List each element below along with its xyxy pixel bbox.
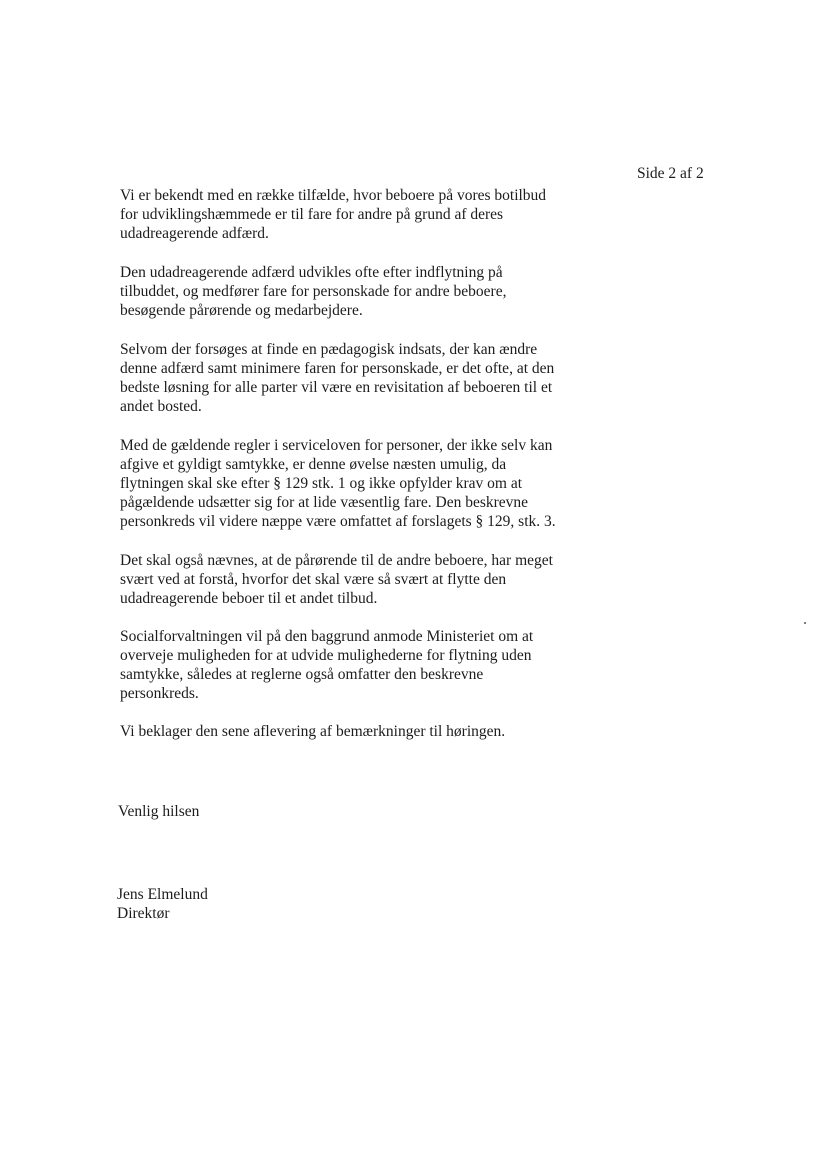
scan-speck bbox=[804, 622, 806, 624]
text-line: Vi beklager den sene aflevering af bemærkninger til høringen. bbox=[120, 723, 506, 740]
page-number: Side 2 af 2 bbox=[637, 165, 704, 182]
text-line: besøgende pårørende og medarbejdere. bbox=[120, 302, 363, 319]
text-line: Socialforvaltningen vil på den baggrund anmode Ministeriet om at bbox=[120, 628, 534, 645]
text-line: samtykke, således at reglerne også omfatter den beskrevne bbox=[120, 666, 484, 683]
text-line: afgive et gyldigt samtykke, er denne øvelse næsten umulig, da bbox=[120, 456, 507, 473]
text-line: andet bosted. bbox=[120, 398, 202, 415]
signer-title: Direktør bbox=[117, 905, 170, 922]
closing-greeting: Venlig hilsen bbox=[118, 803, 200, 820]
signer-name: Jens Elmelund bbox=[117, 886, 208, 903]
text-line: denne adfærd samt minimere faren for personskade, er det ofte, at den bbox=[120, 360, 555, 377]
text-line: Det skal også nævnes, at de pårørende til de andre beboere, har meget bbox=[120, 552, 553, 569]
text-line: Med de gældende regler i serviceloven for personer, der ikke selv kan bbox=[120, 437, 553, 454]
text-line: personkreds. bbox=[120, 685, 199, 702]
text-line: bedste løsning for alle parter vil være en revisitation af beboeren til et bbox=[120, 379, 553, 396]
text-line: Den udadreagerende adfærd udvikles ofte efter indflytning på bbox=[120, 264, 503, 281]
text-line: overveje muligheden for at udvide mulighederne for flytning uden bbox=[120, 647, 532, 664]
text-line: Selvom der forsøges at finde en pædagogisk indsats, der kan ændre bbox=[120, 341, 538, 358]
text-line: udadreagerende adfærd. bbox=[120, 225, 269, 242]
text-line: personkreds vil videre næppe være omfattet af forslagets § 129, stk. 3. bbox=[120, 513, 556, 530]
text-line: tilbuddet, og medfører fare for personskade for andre beboere, bbox=[120, 283, 507, 300]
text-line: flytningen skal ske efter § 129 stk. 1 og ikke opfylder krav om at bbox=[120, 475, 523, 492]
text-line: svært ved at forstå, hvorfor det skal være så svært at flytte den bbox=[120, 571, 507, 588]
text-line: Vi er bekendt med en række tilfælde, hvor beboere på vores botilbud bbox=[120, 187, 547, 204]
text-line: for udviklingshæmmede er til fare for andre på grund af deres bbox=[120, 206, 504, 223]
text-line: pågældende udsætter sig for at lide væsentlig fare. Den beskrevne bbox=[120, 494, 529, 511]
text-line: udadreagerende beboer til et andet tilbud. bbox=[120, 590, 378, 607]
